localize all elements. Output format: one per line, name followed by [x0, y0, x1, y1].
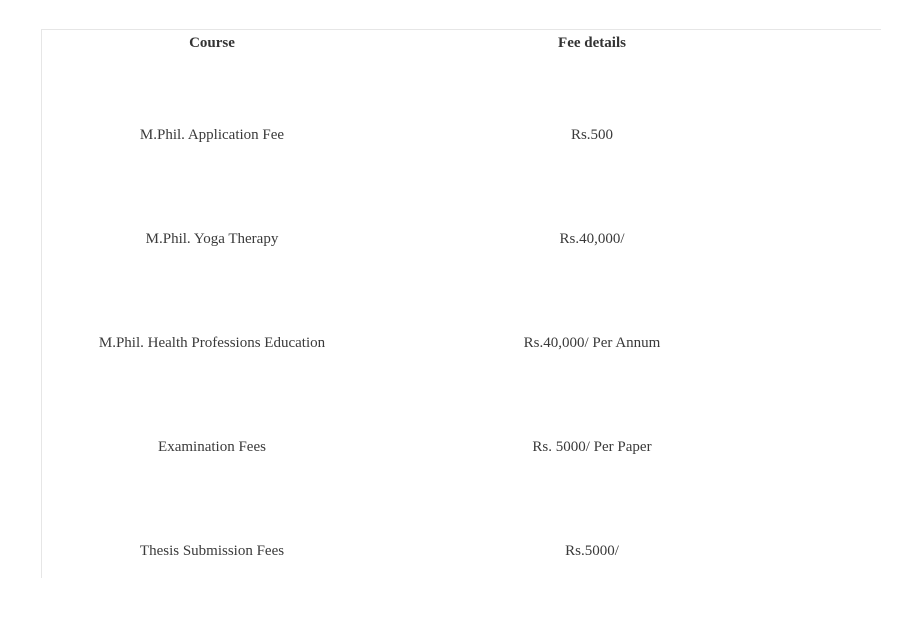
fee-cell	[382, 369, 802, 473]
course-cell	[42, 473, 382, 577]
fee-value: Rs. 5000/ Per Paper	[532, 438, 652, 455]
course-cell	[42, 265, 382, 369]
course-name: M.Phil. Yoga Therapy	[145, 230, 279, 247]
course-name: M.Phil. Application Fee	[139, 126, 285, 143]
table-row	[42, 473, 802, 577]
table-row	[42, 161, 802, 265]
course-cell	[42, 57, 382, 161]
fee-value: Rs.5000/	[565, 542, 619, 559]
table-row	[42, 265, 802, 369]
course-name: M.Phil. Health Professions Education	[98, 334, 326, 351]
table-header-row	[42, 30, 802, 57]
course-name: Examination Fees	[158, 438, 266, 455]
table-row	[42, 369, 802, 473]
course-name: Thesis Submission Fees	[139, 542, 285, 559]
fee-value: Rs.500	[570, 126, 614, 143]
column-header-fee: Fee details	[558, 35, 626, 51]
fee-table	[42, 30, 802, 577]
fee-value: Rs.40,000/ Per Annum	[523, 334, 661, 351]
fee-cell	[382, 265, 802, 369]
column-header-course: Course	[189, 35, 235, 51]
fee-table-container	[41, 29, 881, 578]
fee-cell	[382, 473, 802, 577]
course-cell	[42, 369, 382, 473]
table-row	[42, 57, 802, 161]
fee-cell	[382, 161, 802, 265]
course-cell	[42, 161, 382, 265]
fee-value: Rs.40,000/	[559, 230, 625, 247]
fee-cell	[382, 57, 802, 161]
